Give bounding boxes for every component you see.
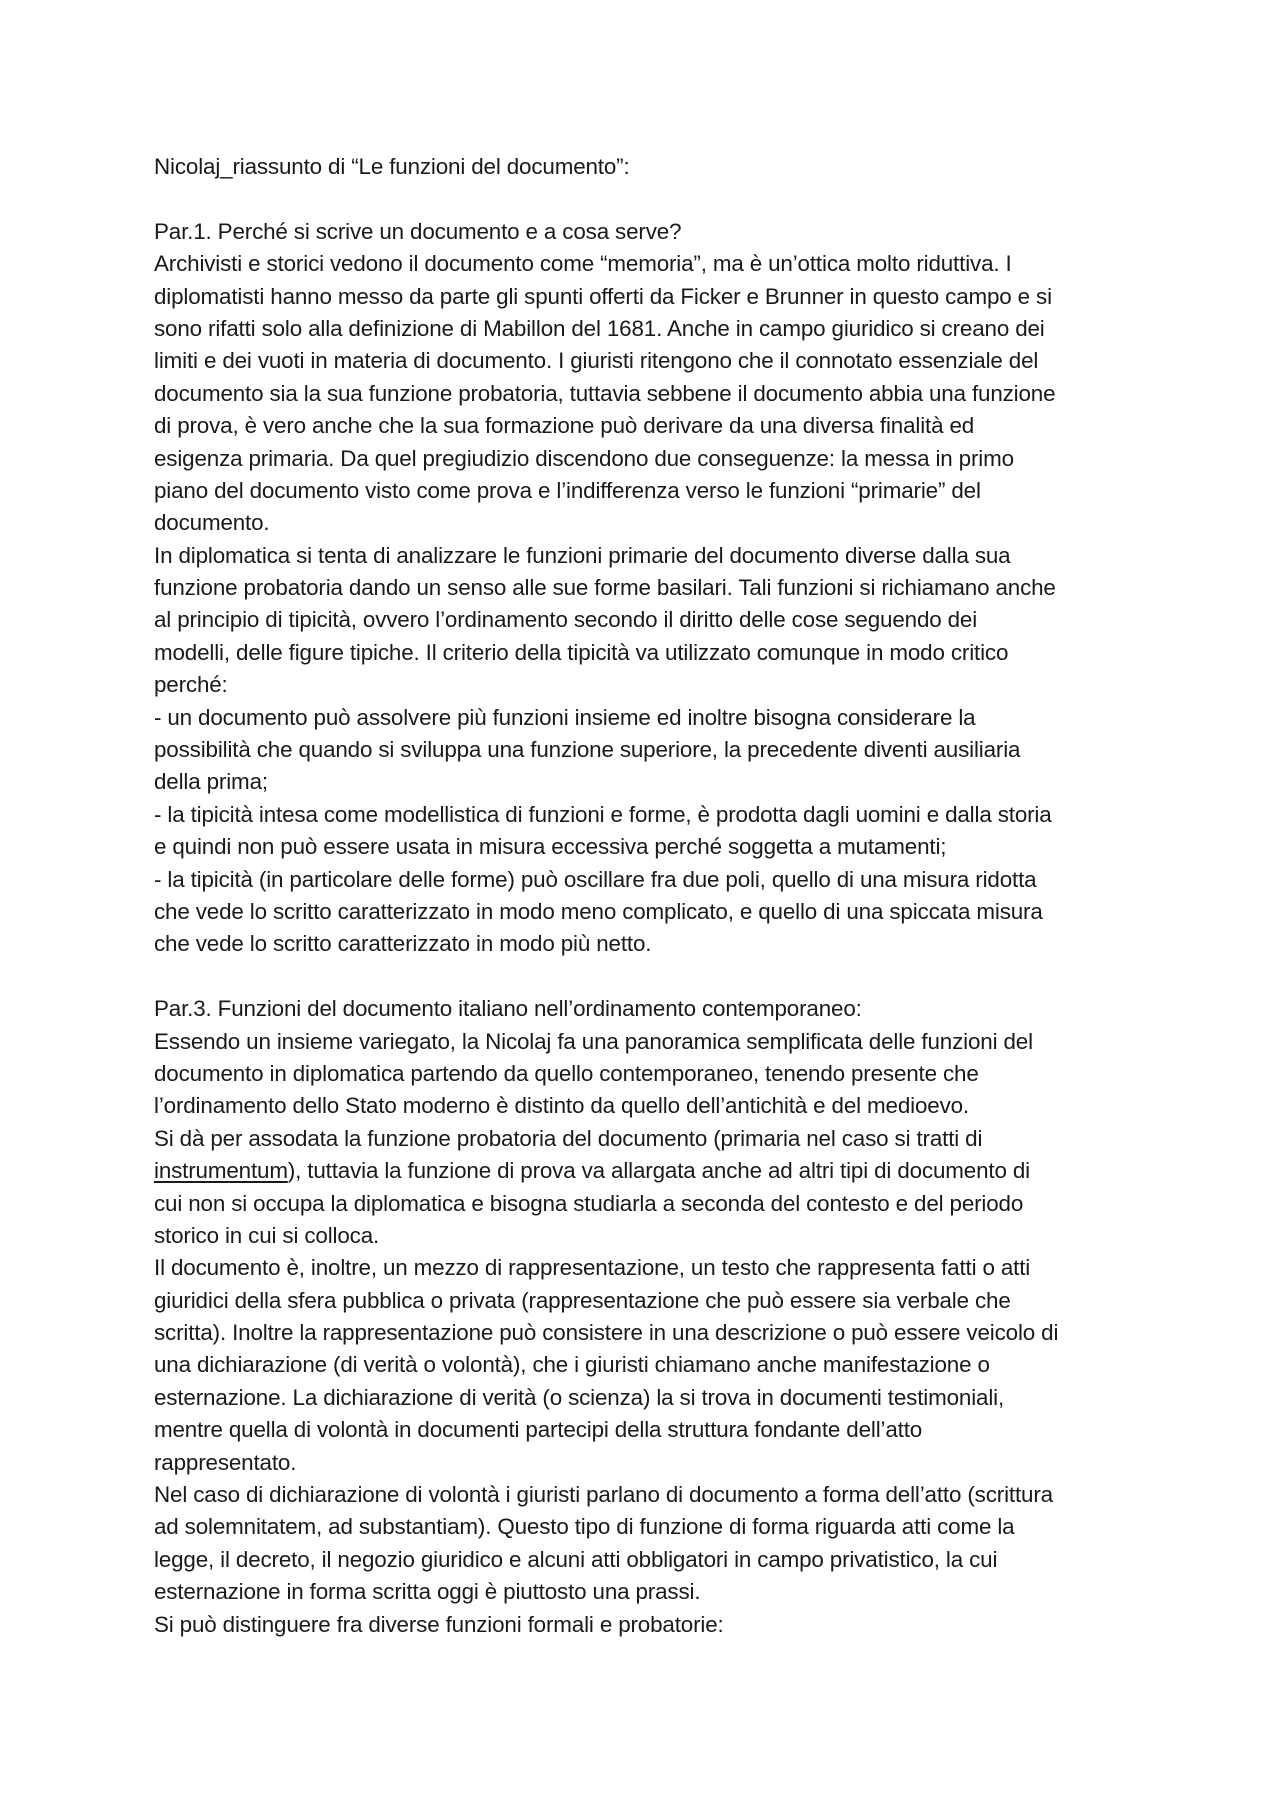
paragraph-line: legge, il decreto, il negozio giuridico e alcuni atti obbligatori in campo privatistico, la cui <box>154 1546 998 1572</box>
list-item-line: e quindi non può essere usata in misura eccessiva perché soggetta a mutamenti; <box>154 834 947 860</box>
section-1-heading: Par.1. Perché si scrive un documento e a cosa serve? <box>154 218 682 244</box>
paragraph-line: cui non si occupa la diplomatica e bisogna studiarla a seconda del contesto e del periodo <box>154 1190 1024 1216</box>
paragraph-line: scritta). Inoltre la rappresentazione può consistere in una descrizione o può essere veicolo di <box>154 1320 1059 1346</box>
section-3-heading: Par.3. Funzioni del documento italiano nell’ordinamento contemporaneo: <box>154 996 862 1022</box>
section-3-body <box>154 1026 1170 1641</box>
paragraph-line: al principio di tipicità, ovvero l’ordinamento secondo il diritto delle cose seguendo dei <box>154 607 978 633</box>
underlined-term: instrumentum <box>154 1158 288 1184</box>
paragraph-line: esigenza primaria. Da quel pregiudizio discendono due conseguenze: la messa in primo <box>154 445 1014 471</box>
paragraph-line: sono rifatti solo alla definizione di Mabillon del 1681. Anche in campo giuridico si creano dei <box>154 315 1045 341</box>
paragraph-line: Essendo un insieme variegato, la Nicolaj fa una panoramica semplificata delle funzioni del <box>154 1028 1033 1054</box>
paragraph-line: esternazione in forma scritta oggi è piuttosto una prassi. <box>154 1579 701 1605</box>
paragraph-line: una dichiarazione (di verità o volontà), che i giuristi chiamano anche manifestazione o <box>154 1352 990 1378</box>
list-item-line: della prima; <box>154 769 268 795</box>
list-item-line: - la tipicità intesa come modellistica di funzioni e forme, è prodotta dagli uomini e dalla storia <box>154 801 1052 827</box>
blank-line <box>154 961 1170 993</box>
paragraph-line: diplomatisti hanno messo da parte gli spunti offerti da Ficker e Brunner in questo campo e si <box>154 283 1052 309</box>
paragraph-line: esternazione. La dichiarazione di verità (o scienza) la si trova in documenti testimoniali, <box>154 1384 1005 1410</box>
paragraph-line: Archivisti e storici vedono il documento come “memoria”, ma è un’ottica molto riduttiva. I <box>154 251 1012 277</box>
list-item-line: possibilità che quando si sviluppa una funzione superiore, la precedente diventi ausiliaria <box>154 737 1021 763</box>
paragraph-line: Il documento è, inoltre, un mezzo di rappresentazione, un testo che rappresenta fatti o atti <box>154 1255 1031 1281</box>
paragraph-line: piano del documento visto come prova e l’indifferenza verso le funzioni “primarie” del <box>154 477 981 503</box>
paragraph-line: limiti e dei vuoti in materia di documento. I giuristi ritengono che il connotato essenziale del <box>154 348 1039 374</box>
paragraph-line: l’ordinamento dello Stato moderno è distinto da quello dell’antichità e del medioevo. <box>154 1093 969 1119</box>
list-item-line: - la tipicità (in particolare delle forme) può oscillare fra due poli, quello di una misura ridotta <box>154 866 1037 892</box>
section-1-body <box>154 248 1170 961</box>
list-item-line: che vede lo scritto caratterizzato in modo più netto. <box>154 931 652 957</box>
paragraph-line: modelli, delle figure tipiche. Il criterio della tipicità va utilizzato comunque in modo critico <box>154 639 1009 665</box>
paragraph-line: Si può distinguere fra diverse funzioni formali e probatorie: <box>154 1611 724 1637</box>
paragraph-line: mentre quella di volontà in documenti partecipi della struttura fondante dell’atto <box>154 1417 923 1443</box>
paragraph-line: documento in diplomatica partendo da quello contemporaneo, tenendo presente che <box>154 1060 979 1086</box>
list-item-line: che vede lo scritto caratterizzato in modo meno complicato, e quello di una spiccata misura <box>154 898 1043 924</box>
blank-line <box>154 183 1170 215</box>
paragraph-line: perché: <box>154 672 228 698</box>
paragraph-line-rest: ), tuttavia la funzione di prova va allargata anche ad altri tipi di documento di <box>287 1158 1030 1184</box>
list-item-line: - un documento può assolvere più funzioni insieme ed inoltre bisogna considerare la <box>154 704 976 730</box>
paragraph-line: giuridici della sfera pubblica o privata (rappresentazione che può essere sia verbale che <box>154 1287 1011 1313</box>
document-title: Nicolaj_riassunto di “Le funzioni del documento”: <box>154 154 630 179</box>
paragraph-line: In diplomatica si tenta di analizzare le funzioni primarie del documento diverse dalla sua <box>154 542 1011 568</box>
paragraph-line: storico in cui si colloca. <box>154 1222 380 1248</box>
paragraph-line: documento. <box>154 510 270 536</box>
paragraph-line <box>154 1155 1170 1187</box>
paragraph-line: di prova, è vero anche che la sua formazione può derivare da una diversa finalità ed <box>154 413 975 439</box>
paragraph-line: funzione probatoria dando un senso alle sue forme basilari. Tali funzioni si richiamano anche <box>154 575 1056 601</box>
paragraph-line: Si dà per assodata la funzione probatoria del documento (primaria nel caso si tratti di <box>154 1125 983 1151</box>
paragraph-line: rappresentato. <box>154 1449 297 1475</box>
paragraph-line: Nel caso di dichiarazione di volontà i giuristi parlano di documento a forma dell’atto (scrittura <box>154 1482 1053 1508</box>
paragraph-line: documento sia la sua funzione probatoria, tuttavia sebbene il documento abbia una funzione <box>154 380 1056 406</box>
paragraph-line: ad solemnitatem, ad substantiam). Questo tipo di funzione di forma riguarda atti come la <box>154 1514 1015 1540</box>
